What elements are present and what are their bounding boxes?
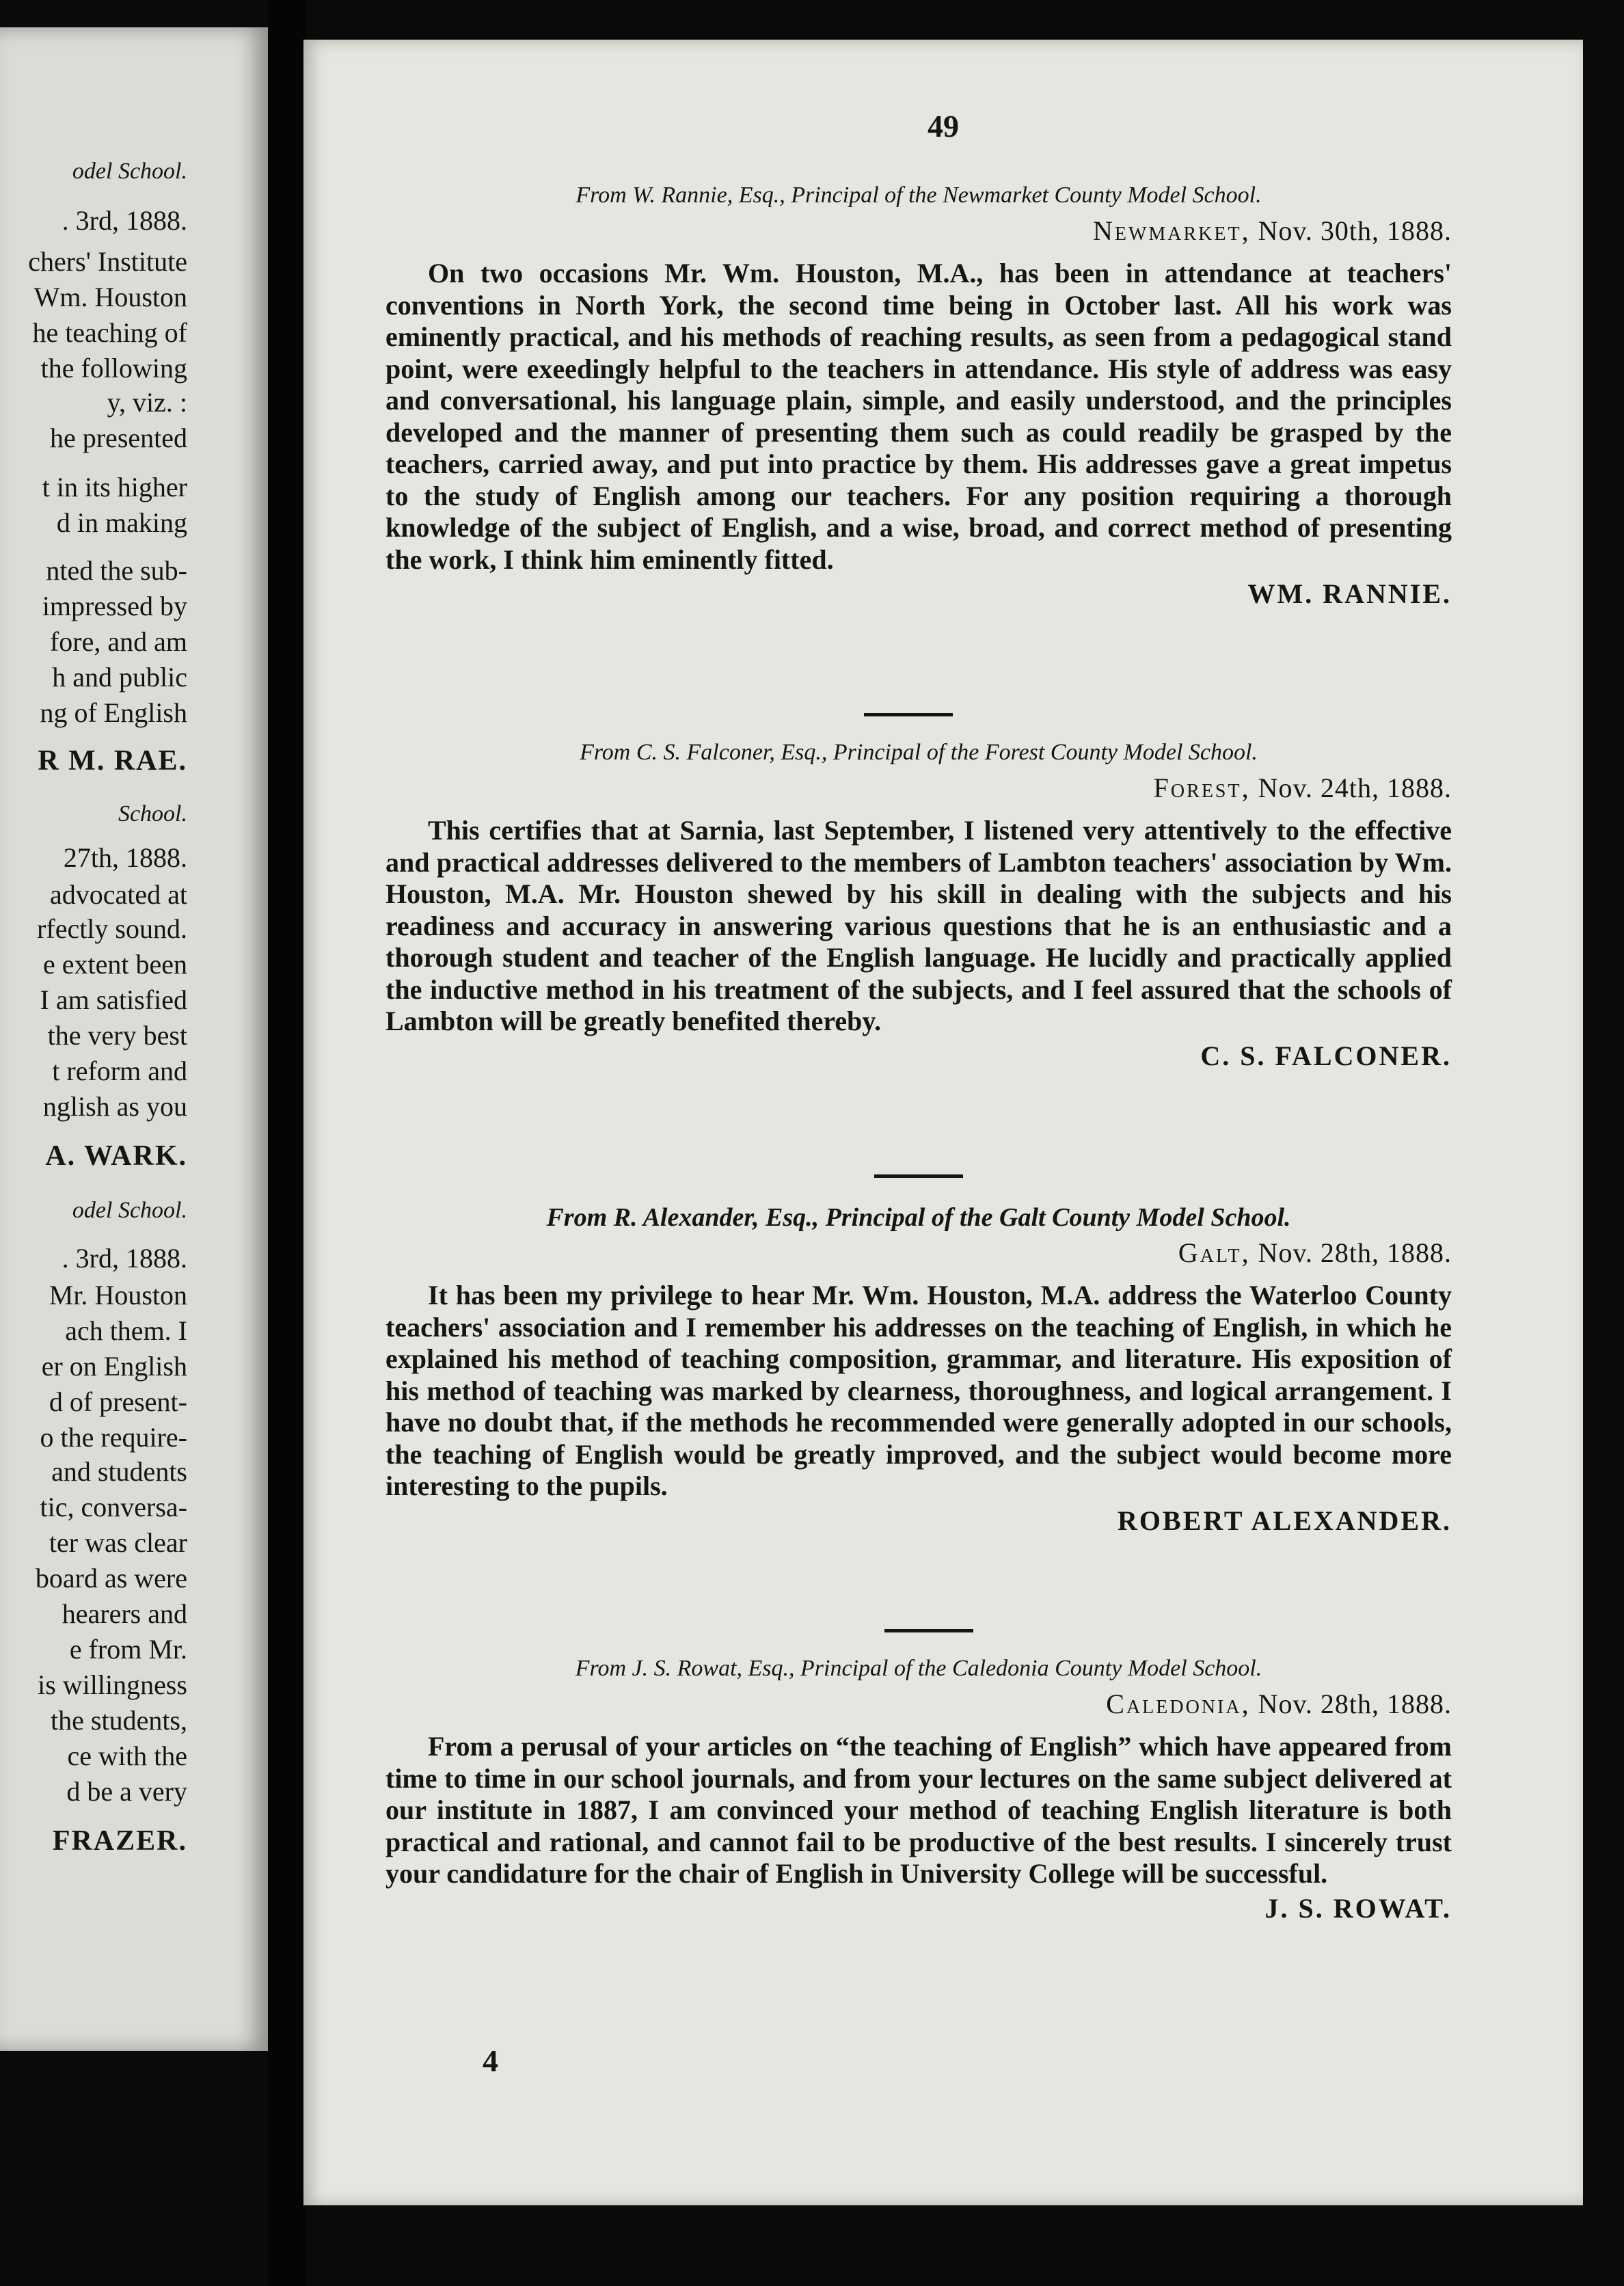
left-page-line: the very best <box>47 1020 187 1051</box>
left-page-line: ter was clear <box>49 1527 187 1558</box>
left-page-line: nglish as you <box>42 1091 187 1122</box>
left-page-line: is willingness <box>38 1669 187 1700</box>
letter-falconer <box>385 737 1452 1073</box>
left-page-line: . 3rd, 1888. <box>62 205 187 236</box>
left-page-line: t reform and <box>52 1055 187 1086</box>
letter-dateline <box>385 771 1452 805</box>
letter-signature: WM. RANNIE. <box>1247 578 1452 609</box>
left-page-line: he teaching of <box>32 317 187 348</box>
letter-signature: C. S. FALCONER. <box>1200 1040 1452 1071</box>
letter-body: This certifies that at Sarnia, last September, I listened very attentively to the effective and practical addresses delivered to the members of Lambton teachers' association by Wm. Houston, M.A. Mr. Houston shewed by his skill in dealing with the subjects and his readiness and accuracy in answering various questions that he is an enthusiastic and a thorough student and teacher of the English language. He lucidly and practically applied the inductive method in his treatment of the subjects, and I feel assured that the schools of Lambton will be greatly benefited thereby. <box>385 815 1452 1036</box>
left-page-line: d be a very <box>66 1776 187 1807</box>
left-page-line: . 3rd, 1888. <box>62 1243 187 1274</box>
left-page-line: ach them. I <box>65 1315 187 1346</box>
left-page-line: d in making <box>56 507 187 538</box>
left-page-line: e from Mr. <box>69 1634 187 1665</box>
left-page-line: I am satisfied <box>40 984 187 1015</box>
section-rule <box>864 713 953 716</box>
left-page-line: 27th, 1888. <box>63 842 187 873</box>
left-page-line: board as were <box>35 1563 187 1594</box>
letter-place: Caledonia, <box>1106 1689 1251 1719</box>
left-page-line: nted the sub- <box>46 555 187 586</box>
page-number: 49 <box>928 109 959 144</box>
left-page-line: impressed by <box>42 591 187 621</box>
left-page-line: tic, conversa- <box>40 1492 187 1522</box>
left-page-line: ce with the <box>67 1740 187 1771</box>
letter-dateline <box>385 214 1452 248</box>
letter-heading: From W. Rannie, Esq., Principal of the Newmarket County Model School. <box>576 183 1262 208</box>
left-page-line: hearers and <box>62 1598 187 1629</box>
letter-heading: From J. S. Rowat, Esq., Principal of the Caledonia County Model School. <box>575 1656 1262 1681</box>
left-page-line: FRAZER. <box>52 1825 187 1857</box>
letter-place: Forest, <box>1153 772 1251 803</box>
letter-place: Galt, <box>1178 1237 1251 1268</box>
left-page-line: o the require- <box>40 1422 187 1453</box>
letter-heading: From C. S. Falconer, Esq., Principal of the Forest County Model School. <box>580 740 1258 765</box>
letter-signature: J. S. ROWAT. <box>1264 1892 1452 1924</box>
left-page-line: Wm. Houston <box>33 282 187 312</box>
letter-date: Nov. 28th, 1888. <box>1258 1689 1452 1719</box>
left-page-line: odel School. <box>72 159 187 184</box>
letter-date: Nov. 28th, 1888. <box>1258 1237 1452 1268</box>
left-page-line: A. WARK. <box>45 1140 187 1172</box>
left-page-fragment <box>0 27 268 2051</box>
section-rule <box>884 1629 973 1632</box>
letter-place: Newmarket, <box>1092 215 1251 246</box>
left-page-line: e extent been <box>43 949 187 980</box>
letter-alexander <box>385 1202 1452 1538</box>
letter-body: On two occasions Mr. Wm. Houston, M.A., has been in attendance at teachers' conventions in North York, the second time being in October last. All his work was eminently practical, and his methods of reaching results, as seen from a pedagogical stand point, were exeedingly helpful to the teachers in attendance. His style of address was easy and conversational, his language plain, simple, and easily understood, and the principles developed and the manner of presenting them such as could readily be grasped by the teachers, carried away, and put into practice by them. His addresses gave a great impetus to the study of English among our teachers. For any position requiring a thorough knowledge of the subject of English, and a wise, broad, and correct method of presenting the work, I think him eminently fitted. <box>385 258 1452 575</box>
book-gutter <box>268 0 306 2286</box>
left-page-line: advocated at <box>50 879 187 910</box>
left-page-line: h and public <box>52 662 187 692</box>
section-rule <box>874 1174 963 1178</box>
left-page-line: t in its higher <box>42 472 187 502</box>
left-page-line: he presented <box>49 422 187 453</box>
left-page-line: ng of English <box>40 697 187 728</box>
left-page-line: odel School. <box>72 1198 187 1223</box>
letter-date: Nov. 30th, 1888. <box>1258 215 1452 246</box>
letter-body: From a perusal of your articles on “the teaching of English” which have appeared from time to time in our school journals, and from your lectures on the same subject delivered at our institute in 1887, I am convinced your method of teaching English literature is both practical and rational, and cannot fail to be productive of the best results. I sincerely trust your candidature for the chair of English in University College will be successful. <box>385 1731 1452 1889</box>
left-page-line: rfectly sound. <box>37 913 187 944</box>
left-page-line: R M. RAE. <box>38 745 187 777</box>
left-page-line: Mr. Houston <box>49 1280 187 1310</box>
left-page-line: y, viz. : <box>107 387 187 418</box>
letter-rannie <box>385 180 1452 611</box>
signature-mark: 4 <box>483 2043 498 2078</box>
letter-dateline <box>385 1236 1452 1270</box>
letter-body: It has been my privilege to hear Mr. Wm. Houston, M.A. address the Waterloo County teachers' association and I remember his addresses on the teaching of English, in which he explained his method of teaching composition, grammar, and literature. His exposition of his method of teaching was marked by clearness, thoroughness, and logical arrangement. I have no doubt that, if the methods he recommended were generally adopted in our schools, the teaching of English would be greatly improved, and the subject would become more interesting to the pupils. <box>385 1280 1452 1501</box>
left-page-line: chers' Institute <box>28 246 187 277</box>
right-page <box>303 40 1583 2205</box>
letter-rowat <box>385 1653 1452 1926</box>
left-page-line: fore, and am <box>49 626 187 657</box>
left-page-line: d of present- <box>49 1386 187 1417</box>
left-page-line: the following <box>40 353 187 384</box>
letter-date: Nov. 24th, 1888. <box>1258 772 1452 803</box>
left-page-line: the students, <box>51 1705 187 1736</box>
left-page-line: and students <box>51 1456 187 1487</box>
left-page-line: School. <box>118 801 187 826</box>
letter-dateline <box>385 1687 1452 1721</box>
letter-heading: From R. Alexander, Esq., Principal of the Galt County Model School. <box>546 1203 1291 1232</box>
left-page-line: er on English <box>41 1351 187 1382</box>
letter-signature: ROBERT ALEXANDER. <box>1118 1505 1452 1536</box>
